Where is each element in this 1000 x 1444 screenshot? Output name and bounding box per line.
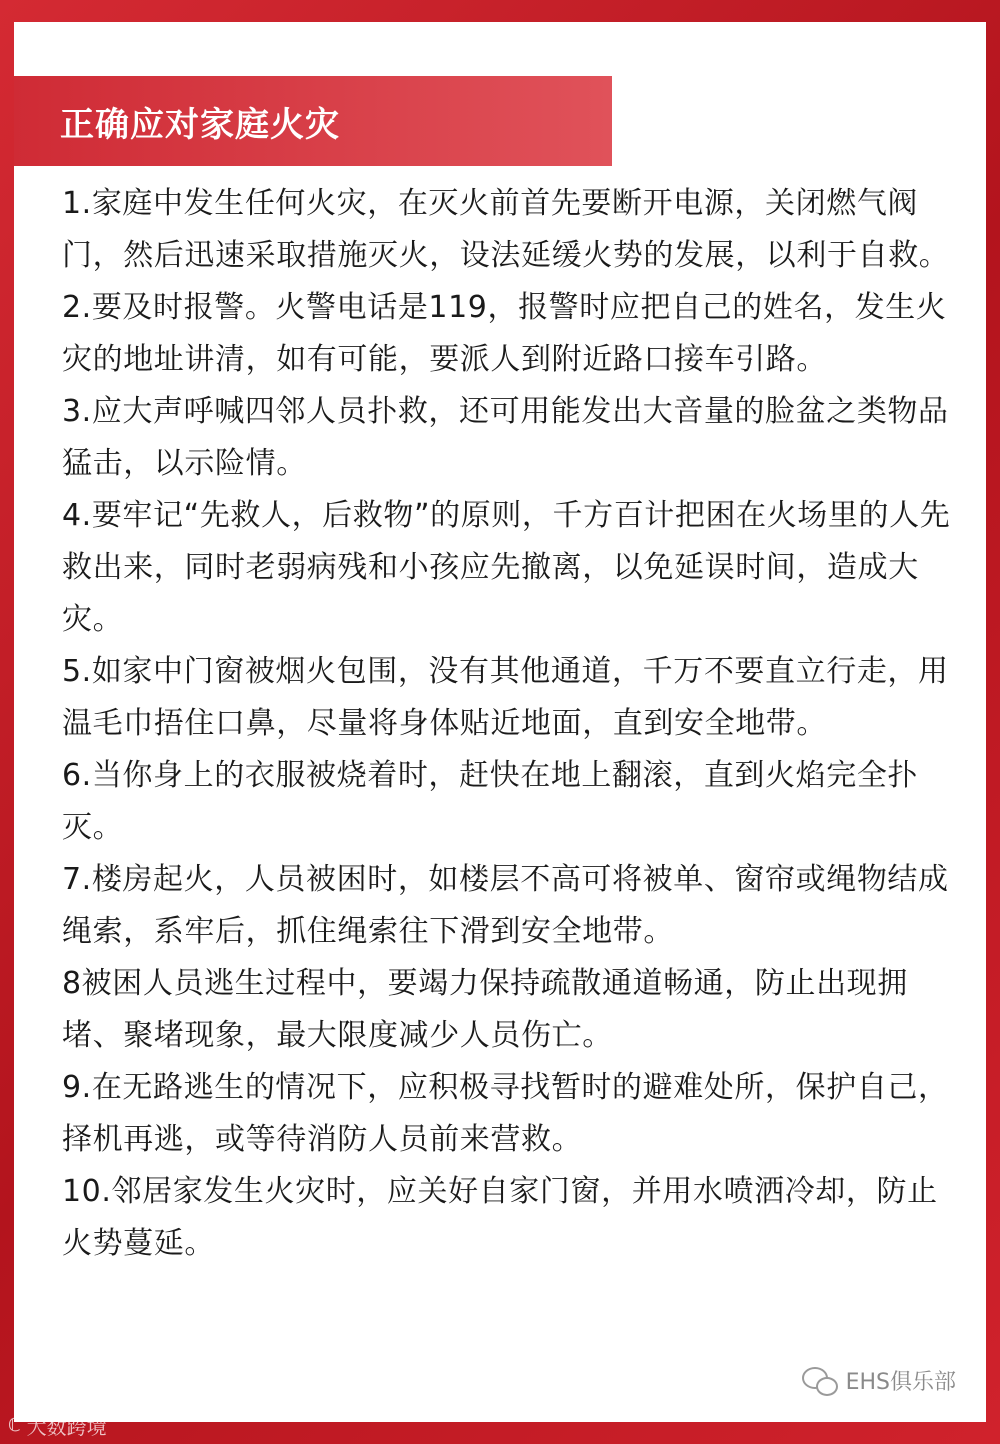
article-card [14,22,986,1422]
watermark-text: EHS俱乐部 [845,1370,956,1395]
article-body [62,178,952,1270]
wechat-icon [802,1367,838,1395]
paragraph-10: 10.邻居家发生火灾时，应关好自家门窗，并用水喷洒冷却，防止火势蔓延。 [62,1174,938,1261]
paragraph-9: 9.在无路逃生的情况下，应积极寻找暂时的避难处所，保护自己，择机再逃，或等待消防人员前来营救。 [62,1070,949,1157]
paragraph-4: 4.要牢记“先救人，后救物”的原则，千方百计把困在火场里的人先救出来，同时老弱病残和小孩应先撤离，以免延误时间，造成大灾。 [62,498,951,637]
corner-watermark-text: 大数跨境 [26,1415,107,1439]
paragraph-1: 1.家庭中发生任何火灾，在灭火前首先要断开电源，关闭燃气阀门，然后迅速采取措施灭火，设法延缓火势的发展，以利于自救。 [62,186,950,273]
paragraph-3: 3.应大声呼喊四邻人员扑救，还可用能发出大音量的脸盆之类物品猛击，以示险情。 [62,394,949,481]
wechat-watermark [802,1365,956,1396]
corner-watermark [8,1411,107,1440]
paragraph-2: 2.要及时报警。火警电话是119，报警时应把自己的姓名，发生火灾的地址讲清，如有可能，要派人到附近路口接车引路。 [62,290,947,377]
paragraph-8: 8被困人员逃生过程中，要竭力保持疏散通道畅通，防止出现拥堵、聚堵现象，最大限度减少人员伤亡。 [62,966,908,1053]
paragraph-6: 6.当你身上的衣服被烧着时，赶快在地上翻滚，直到火焰完全扑灭。 [62,758,919,845]
paragraph-5: 5.如家中门窗被烟火包围，没有其他通道，千万不要直立行走，用温毛巾捂住口鼻，尽量将身体贴近地面，直到安全地带。 [62,654,949,741]
title-banner [14,76,612,166]
page-title: 正确应对家庭火灾 [60,104,340,145]
logo-icon: ℂ [8,1415,21,1436]
paragraph-7: 7.楼房起火，人员被困时，如楼层不高可将被单、窗帘或绳物结成绳索，系牢后，抓住绳索往下滑到安全地带。 [62,862,949,949]
